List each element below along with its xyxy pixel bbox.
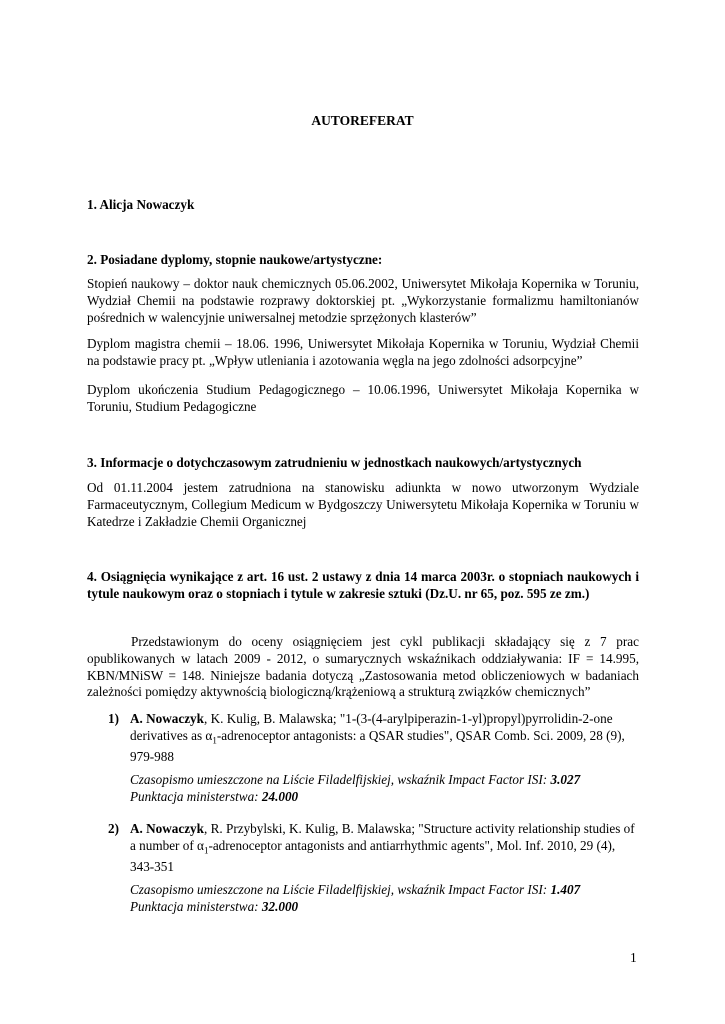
- reference-subscript: 1: [212, 735, 217, 746]
- section-3-heading: 3. Informacje o dotychczasowym zatrudnieniu w jednostkach naukowych/artystycznych: [87, 455, 582, 470]
- reference-text: , K. Kulig, B. Malawska; "1-(3-(4-arylpiperazin-1-yl)propyl)pyrrolidin-2-one derivatives as α: [130, 711, 613, 743]
- points-label: Punktacja ministerstwa:: [130, 898, 262, 914]
- journal-info: [130, 882, 640, 916]
- reference-text: , R. Przybylski, K. Kulig, B. Malawska; "Structure activity relationship studies of a number of α: [130, 821, 635, 853]
- publication-reference: [130, 711, 640, 766]
- section-1-heading: 1. Alicja Nowaczyk: [87, 197, 195, 212]
- section-2-heading: 2. Posiadane dyplomy, stopnie naukowe/artystyczne:: [87, 252, 383, 267]
- section-4-intro: Przedstawionym do oceny osiągnięciem jest cykl publikacji składający się z 7 prac opublikowanych w latach 2009 - 2012, o sumarycznych wskaźnikach oddziaływania: IF = 14.995, KBN/MNiSW = 148. Niniejsze badania dotyczą „Zastosowania metod obliczeniowych w badaniach zależności pomiędzy aktywnością biologiczną/krążeniową a strukturą związków chemicznych”: [87, 634, 639, 700]
- publication-author: A. Nowaczyk: [130, 711, 204, 726]
- impact-factor: 3.027: [550, 772, 581, 788]
- publication-number: 1): [108, 711, 119, 726]
- publication-reference: [130, 821, 640, 876]
- section-2-paragraph-masters: Dyplom magistra chemii – 18.06. 1996, Uniwersytet Mikołaja Kopernika w Toruniu, Wydział Chemii na podstawie pracy pt. „Wpływ utleniania i azotowania węgla na jego zdolności adsorpcyjne”: [87, 336, 639, 368]
- section-4-heading: 4. Osiągnięcia wynikające z art. 16 ust. 2 ustawy z dnia 14 marca 2003r. o stopniach naukowych i tytule naukowym oraz o stopniach i tytule w zakresie sztuki (Dz.U. nr 65, poz. 595 ze zm.): [87, 569, 639, 601]
- impact-factor: 1.407: [550, 882, 581, 898]
- section-2-paragraph-doctorate: Stopień naukowy – doktor nauk chemicznych 05.06.2002, Uniwersytet Mikołaja Kopernika w Toruniu, Wydział Chemii na podstawie rozprawy doktorskiej pt. „Wykorzystanie formalizmu hamiltonianów pośrednich w walencyjnie uniwersalnej metodzie sprzężonych klasterów”: [87, 276, 639, 325]
- reference-text-cont: -adrenoceptor antagonists: a QSAR studies", QSAR Comb. Sci. 2009, 28 (9), 979-988: [130, 727, 625, 765]
- publication-item: [108, 711, 640, 806]
- journal-label: Czasopismo umieszczone na Liście Filadelfijskiej, wskaźnik Impact Factor ISI:: [130, 882, 551, 898]
- points-label: Punktacja ministerstwa:: [130, 788, 262, 804]
- publication-author: A. Nowaczyk: [130, 821, 204, 836]
- publication-item: [108, 821, 640, 916]
- ministry-points: 24.000: [261, 788, 299, 804]
- page-title: AUTOREFERAT: [311, 113, 414, 128]
- journal-label: Czasopismo umieszczone na Liście Filadelfijskiej, wskaźnik Impact Factor ISI:: [130, 772, 551, 788]
- reference-subscript: 1: [203, 845, 209, 856]
- page-number: 1: [630, 950, 637, 965]
- ministry-points: 32.000: [261, 898, 299, 914]
- section-3-paragraph: Od 01.11.2004 jestem zatrudniona na stanowisku adiunkta w nowo utworzonym Wydziale Farmaceutycznym, Collegium Medicum w Bydgoszczy Uniwersytetu Mikołaja Kopernika w Toruniu w Katedrze i Zakładzie Chemii Organicznej: [87, 480, 639, 529]
- journal-info: [130, 772, 640, 806]
- publication-number: 2): [108, 821, 119, 836]
- reference-text-cont: -adrenoceptor antagonists and antiarrhythmic agents", Mol. Inf. 2010, 29 (4), 343-351: [130, 837, 616, 875]
- section-2-paragraph-pedagogy: Dyplom ukończenia Studium Pedagogicznego – 10.06.1996, Uniwersytet Mikołaja Kopernika w Toruniu, Studium Pedagogiczne: [87, 382, 639, 414]
